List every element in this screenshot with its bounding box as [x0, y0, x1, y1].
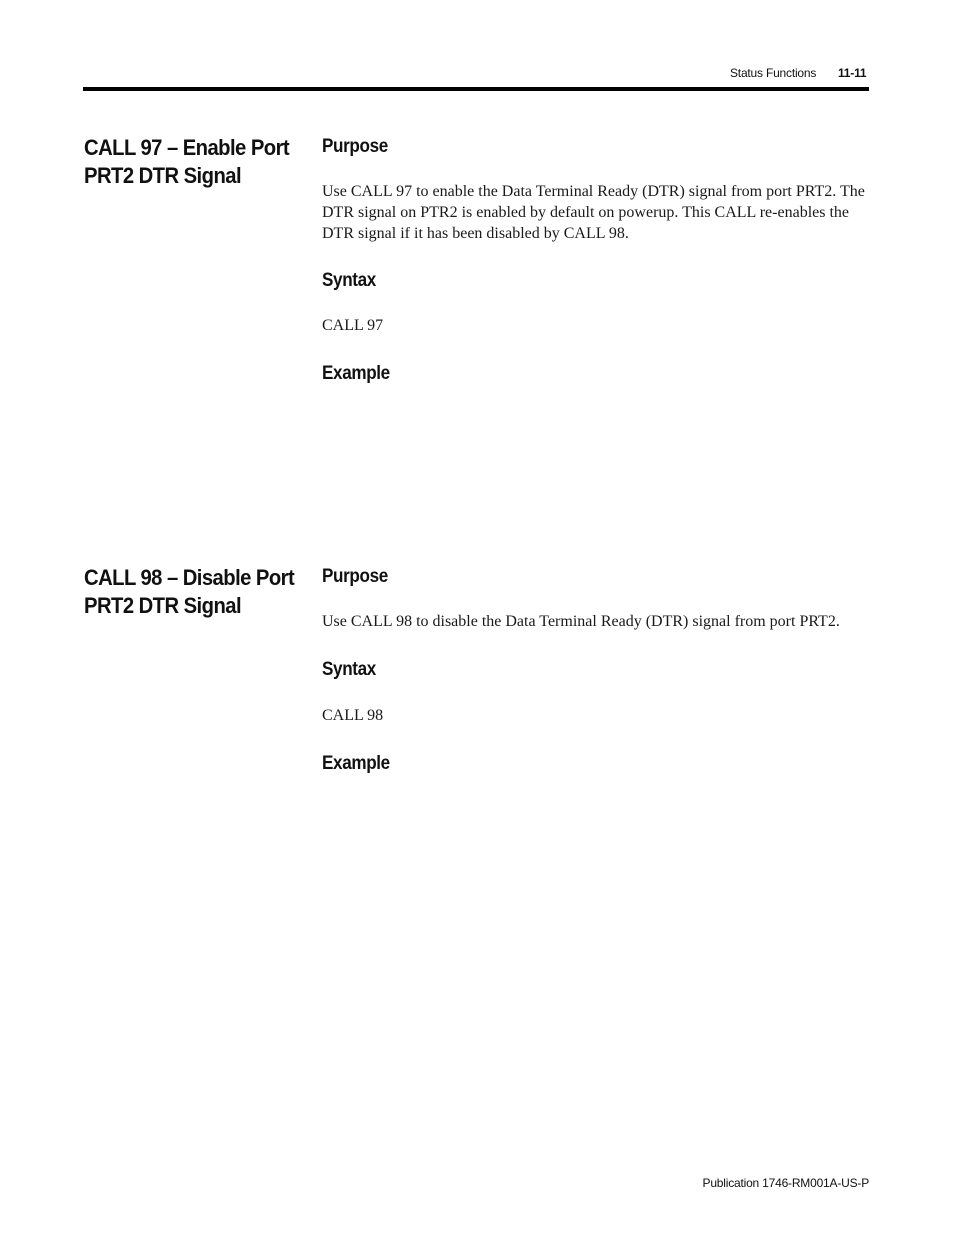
- syntax-heading: Syntax: [322, 659, 376, 680]
- syntax-heading: Syntax: [322, 270, 376, 291]
- purpose-text: Use CALL 97 to enable the Data Terminal Ready (DTR) signal from port PRT2. The DTR signal on PTR2 is enabled by default on powerup. This CALL re-enables the DTR signal if it has been disabled by CALL 98.: [322, 183, 865, 242]
- syntax-text: CALL 98: [322, 707, 384, 724]
- section-title-line1: CALL 98 – Disable Port: [84, 565, 295, 590]
- section-title-call-98: [84, 564, 295, 620]
- publication-footer: Publication 1746-RM001A-US-P: [702, 1176, 869, 1190]
- purpose-heading: Purpose: [322, 136, 388, 157]
- header-rule: [83, 87, 869, 91]
- section-title-line1: CALL 97 – Enable Port: [84, 135, 290, 160]
- example-heading: Example: [322, 753, 390, 774]
- syntax-text: CALL 97: [322, 317, 384, 334]
- section-title-line2: PRT2 DTR Signal: [84, 163, 242, 188]
- example-heading: Example: [322, 363, 390, 384]
- purpose-heading: Purpose: [322, 566, 388, 587]
- page-number: 11-11: [838, 66, 867, 80]
- section-title-call-97: [84, 134, 290, 190]
- purpose-text: Use CALL 98 to disable the Data Terminal Ready (DTR) signal from port PRT2.: [322, 613, 840, 630]
- running-title: Status Functions: [730, 66, 817, 80]
- section-title-line2: PRT2 DTR Signal: [84, 593, 242, 618]
